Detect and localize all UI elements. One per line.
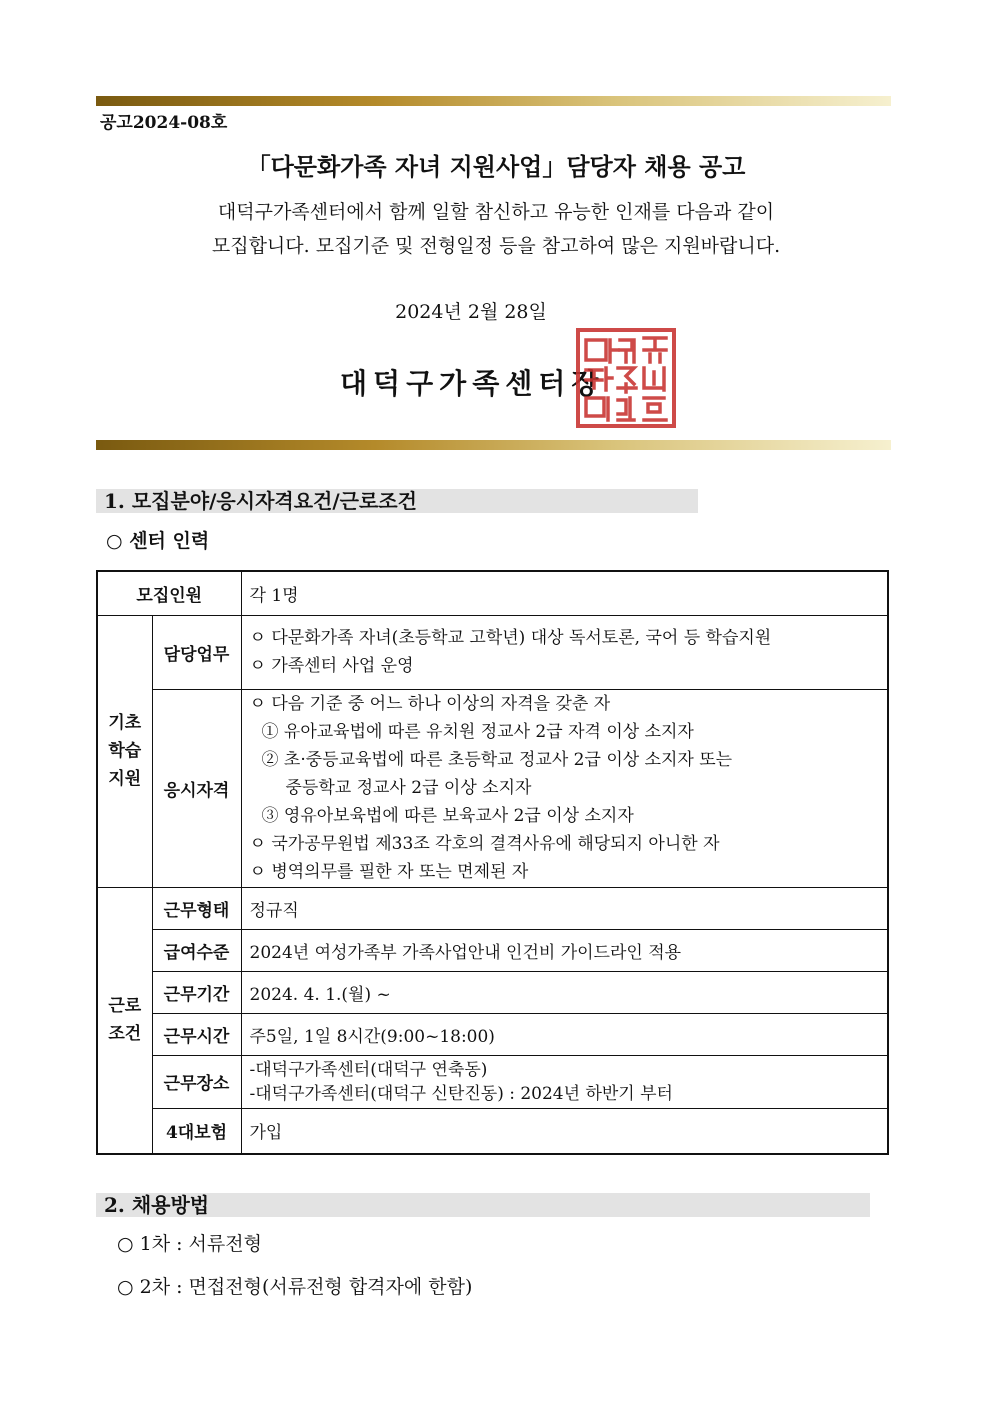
work-hours-label: 근무시간 — [152, 1013, 241, 1055]
work-place-label: 근무장소 — [152, 1055, 241, 1108]
salary-label: 급여수준 — [152, 929, 241, 971]
recruitment-table — [96, 570, 889, 1155]
table-row — [97, 615, 888, 689]
duty-cell: ㅇ 다문화가족 자녀(초등학교 고학년) 대상 독서토론, 국어 등 학습지원 ㅇ 가족센터 사업 운영 — [241, 615, 888, 689]
work-type-label: 근무형태 — [152, 887, 241, 929]
intro-line-1: 대덕구가족센터에서 함께 일할 참신하고 유능한 인재를 다음과 같이 — [217, 201, 775, 223]
notice-number: 공고2024-08호 — [100, 113, 228, 133]
work-period-value: 2024. 4. 1.(월) ~ — [241, 971, 888, 1013]
section-1-heading: 1. 모집분야/응시자격요건/근로조건 — [96, 489, 698, 513]
table-row — [97, 971, 888, 1013]
work-place-cell: -대덕구가족센터(대덕구 연축동) -대덕구가족센터(대덕구 신탄진동) : 2024년 하반기 부터 — [241, 1055, 888, 1108]
work-period-label: 근무기간 — [152, 971, 241, 1013]
insurance-label: 4대보험 — [152, 1108, 241, 1154]
hiring-step-1: ○ 1차 : 서류전형 — [117, 1233, 262, 1255]
group-work-conditions-label: 근로 조건 — [97, 887, 152, 1154]
section-2-heading: 2. 채용방법 — [96, 1193, 870, 1217]
work-type-value: 정규직 — [241, 887, 888, 929]
recruit-value: 각 1명 — [241, 571, 888, 615]
intro-line-2: 모집합니다. 모집기준 및 전형일정 등을 참고하여 많은 지원바랍니다. — [211, 235, 781, 257]
hiring-step-2: ○ 2차 : 면접전형(서류전형 합격자에 한함) — [117, 1276, 473, 1298]
group-basic-learning-label: 기초 학습 지원 — [97, 615, 152, 887]
table-row — [97, 571, 888, 615]
table-row — [97, 1055, 888, 1108]
section-1-subheading: ○ 센터 인력 — [106, 530, 210, 552]
insurance-value: 가입 — [241, 1108, 888, 1154]
table-row — [97, 689, 888, 887]
salary-value: 2024년 여성가족부 가족사업안내 인건비 가이드라인 적용 — [241, 929, 888, 971]
table-row — [97, 929, 888, 971]
table-row — [97, 1013, 888, 1055]
work-hours-value: 주5일, 1일 8시간(9:00~18:00) — [241, 1013, 888, 1055]
bottom-gold-bar — [96, 440, 891, 450]
qualification-cell: ㅇ 다음 기준 중 어느 하나 이상의 자격을 갖춘 자 ① 유아교육법에 따른 유치원 정교사 2급 자격 이상 소지자 ② 초·중등교육법에 따른 초등학교 정교사 2급 이상 소지자 또는 중등학교 정교사 2급 이상 소지자 ③ 영유아보육법에 따른 보육교사 2급 이상 소지자 ㅇ 국가공무원법 제33조 각호의 결격사유에 해당되지 아니한 자 ㅇ 병역의무를 필한 자 또는 면제된 자 — [241, 689, 888, 887]
recruit-label: 모집인원 — [97, 571, 241, 615]
organization-name: 대덕구가족센터장 — [340, 367, 605, 400]
duty-label: 담당업무 — [152, 615, 241, 689]
table-row — [97, 887, 888, 929]
page-title: 「다문화가족 자녀 지원사업」담당자 채용 공고 — [246, 152, 746, 181]
qualification-label: 응시자격 — [152, 689, 241, 887]
table-row — [97, 1108, 888, 1154]
top-gold-bar — [96, 96, 891, 106]
notice-date: 2024년 2월 28일 — [395, 301, 547, 323]
official-seal-icon — [574, 326, 678, 430]
